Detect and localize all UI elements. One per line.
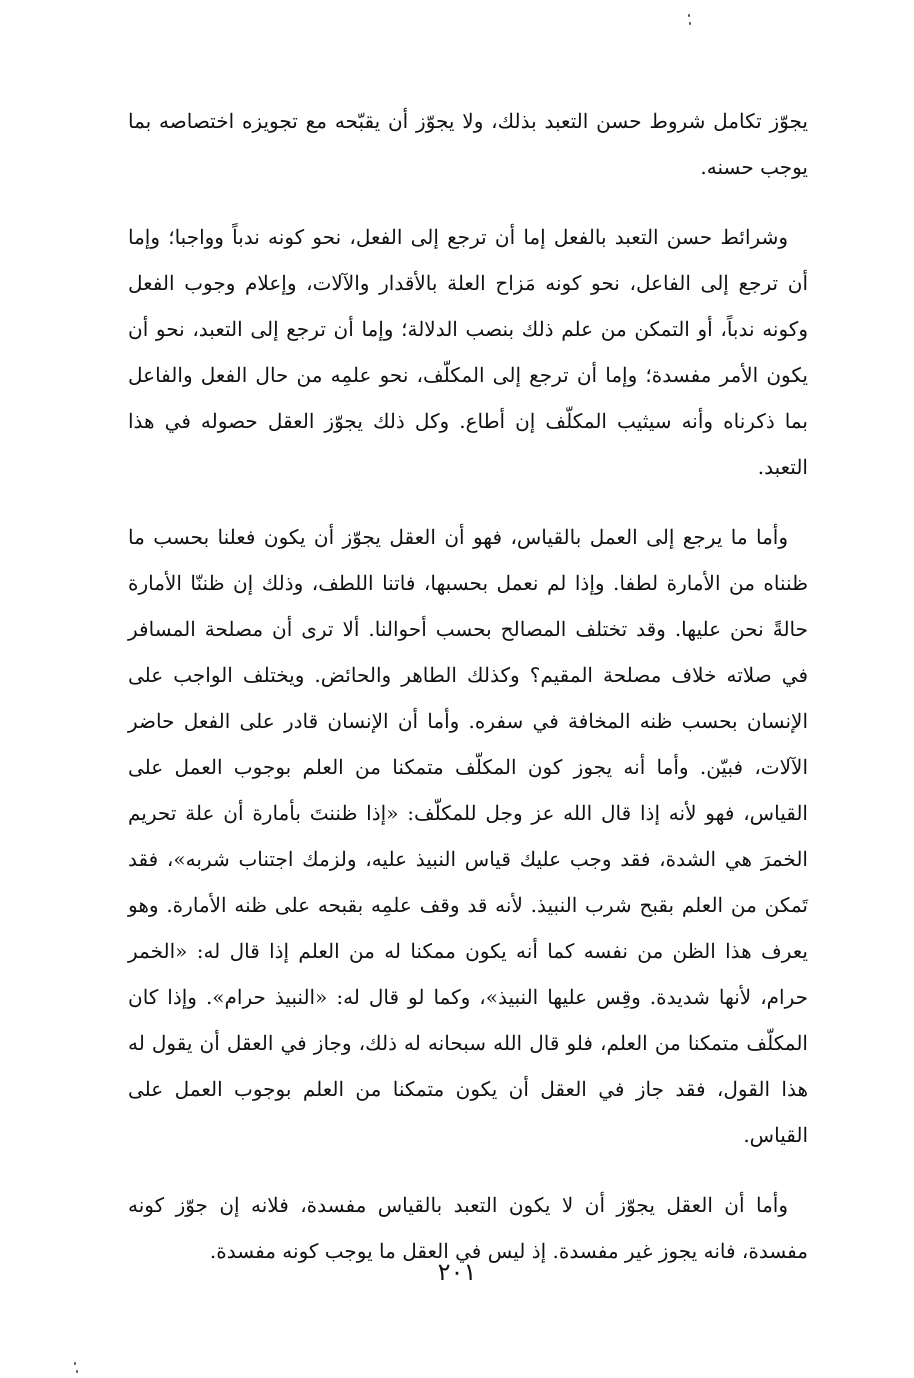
paragraph-2: وشرائط حسن التعبد بالفعل إما أن ترجع إلى الفعل، نحو كونه ندباً وواجبا؛ وإما أن ترجع إلى الفاعل، نحو كونه مَزاح العلة بالأقدار والآلات، وإعلام وجوب الفعل وكونه ندباً، أو التمكن من علم ذلك بنصب الدلالة؛ وإما أن ترجع إلى التعبد، نحو أن يكون الأمر مفسدة؛ وإما أن ترجع إلى المكلّف، نحو علمِه من حال الفعل والفاعل بما ذكرناه وأنه سيثيب المكلّف إن أطاع. وكل ذلك يجوّز العقل حصوله في هذا التعبد. (128, 225, 808, 479)
page-number: ٢٠١ (437, 1258, 477, 1286)
scan-speck (76, 1370, 78, 1373)
paragraph-3: وأما ما يرجع إلى العمل بالقياس، فهو أن العقل يجوّز أن يكون فعلنا بحسب ما ظنناه من الأمارة لطفا. وإذا لم نعمل بحسبها، فاتنا اللطف، وذلك إن ظننّا الأمارة حالةً نحن عليها. وقد تختلف المصالح بحسب أحوالنا. ألا ترى أن مصلحة المسافر في صلاته خلاف مصلحة المقيم؟ وكذلك الطاهر والحائض. ويختلف الواجب على الإنسان بحسب ظنه المخافة في سفره. وأما أن الإنسان قادر على الفعل حاضر الآلات، فبيّن. وأما أنه يجوز كون المكلّف متمكنا من العلم بوجوب العمل على القياس، فهو لأنه إذا قال الله عز وجل للمكلّف: «إذا ظننتَ بأمارة أن علة تحريم الخمرَ هي الشدة، فقد وجب عليك قياس النبيذ عليه، ولزمك اجتناب شربه»، فقد تَمكن من العلم بقبح شرب النبيذ. لأنه قد وقف علمِه بقبحه على ظنه الأمارة. وهو يعرف هذا الظن من نفسه كما أنه يكون ممكنا له من العلم إذا قال له: «الخمر حرام، لأنها شديدة. وقِس عليها النبيذ»، وكما لو قال له: «النبيذ حرام». وإذا كان المكلّف متمكنا من العلم، فلو قال الله سبحانه له ذلك، وجاز في العقل أن يقول له هذا القول، فقد جاز في العقل أن يكون متمكنا من العلم بوجوب العمل على القياس. (128, 525, 808, 1147)
paragraph-1: يجوّز تكامل شروط حسن التعبد بذلك، ولا يجوّز أن يقبّحه مع تجويزه اختصاصه بما يوجب حسنه. (128, 109, 808, 179)
body-text (128, 98, 808, 1298)
scan-speck (688, 14, 690, 17)
scan-speck (689, 22, 691, 25)
paragraph-4: وأما أن العقل يجوّز أن لا يكون التعبد بالقياس مفسدة، فلانه إن جوّز كونه مفسدة، فانه يجوز غير مفسدة. إذ ليس في العقل ما يوجب كونه مفسدة. (128, 1193, 808, 1263)
scan-speck (74, 1362, 76, 1365)
